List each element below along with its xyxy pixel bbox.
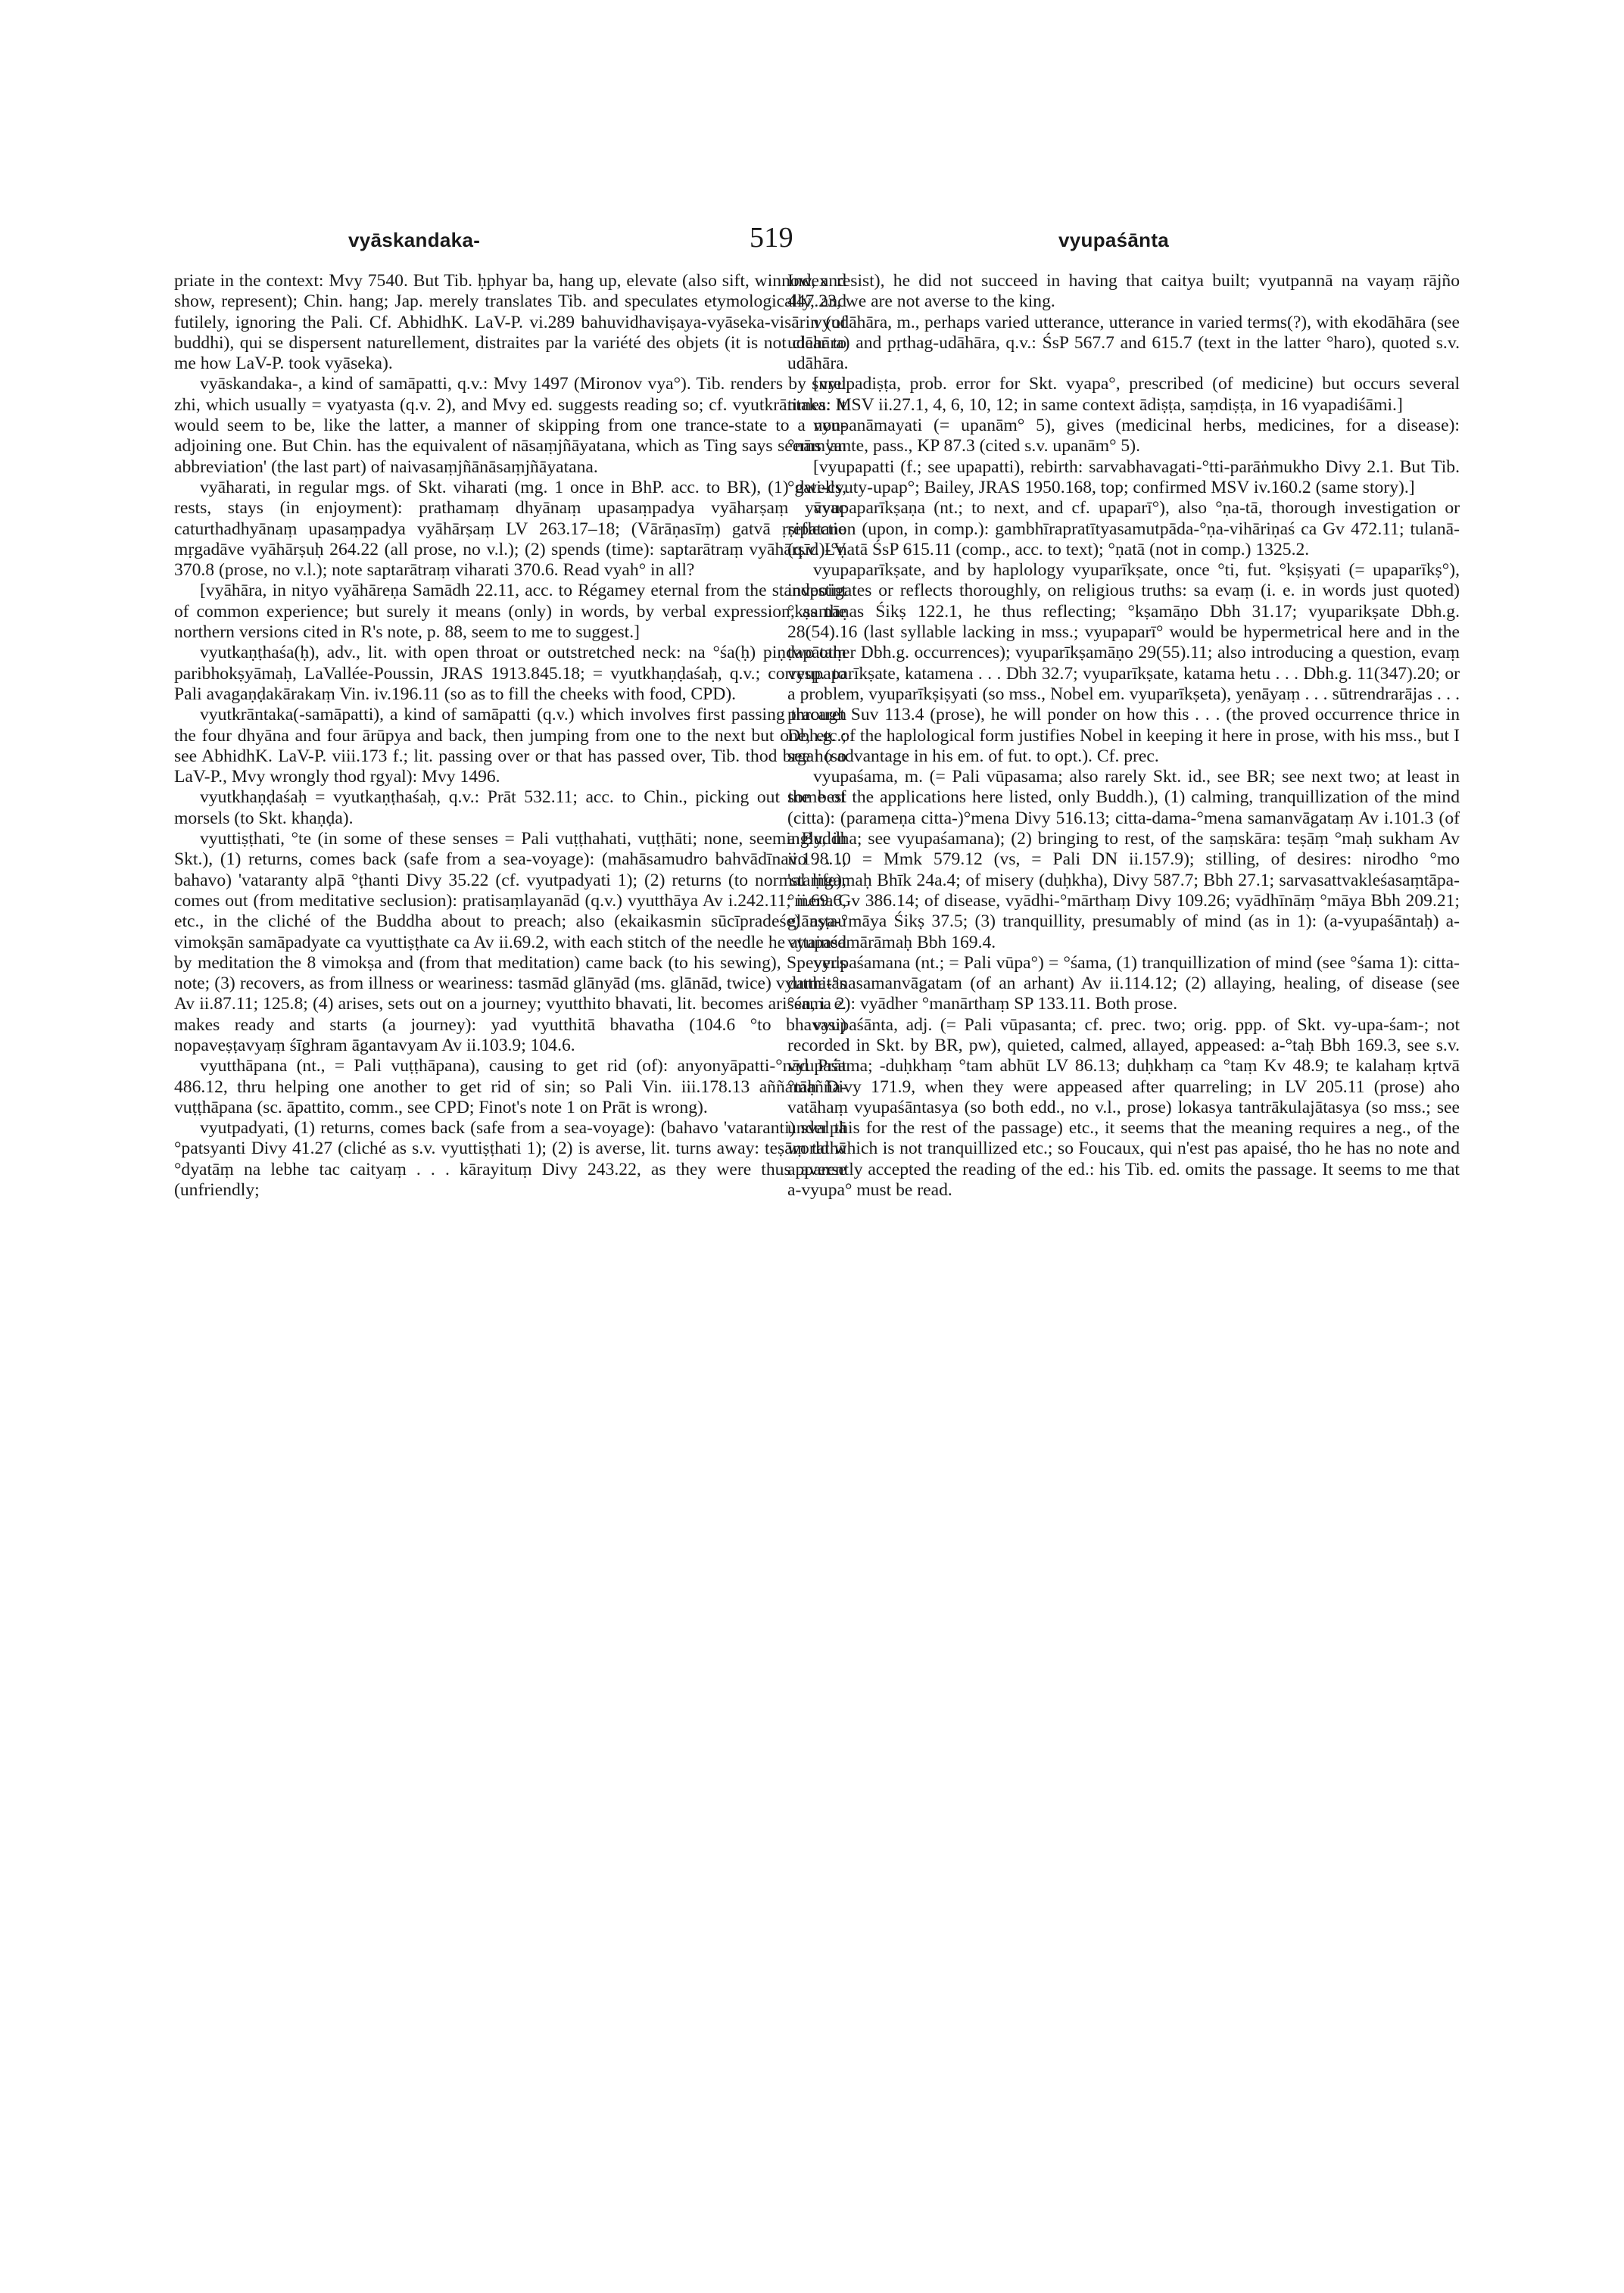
entry: vyutkrāntaka(-samāpatti), a kind of samāpatti (q.v.) which involves first passing through the four dhyāna and four ārūpya and back, then jumping from one to the next but one, etc.; see AbhidhK. LaV-P. viii.173 f.; lit. passing over or that has passed over, Tib. thod brgal (so LaV-P., Mvy wrongly thod rgyal): Mvy 1496.: [174, 705, 846, 787]
right-guide-word: vyupaśānta: [1058, 229, 1170, 251]
entry: vyupaparīkṣate, and by haplology vyuparīkṣate, once °ti, fut. °kṣiṣyati (= upaparīkṣ°), investigates or reflects thoroughly, on religious truths: sa evaṃ (i. e. in words just quoted) °kṣamāṇas Śikṣ 122.1, he thus reflecting; °kṣamāṇo Dbh 31.17; vyuparikṣate Dbh.g. 28(54).16 (last syllable lacking in mss.; vyupaparī° would be hypermetrical here and in the two other Dbh.g. occurrences); vyuparīkṣamāṇo 29(55).11; also introducing a question, evaṃ vyupaparīkṣate, katamena . . . Dbh 32.7; vyuparīkṣate, katama hetu . . . Dbh.g. 11(347).20; or a problem, vyuparīkṣiṣyati (so mss., Nobel em. vyuparīkṣeta), yenāyaṃ . . . sūtrendrarājas . . . pracaret Suv 113.4 (prose), he will ponder on how this . . . (the proved occurrence thrice in Dbh.g. of the haplological form justifies Nobel in keeping it here in prose, with his mss., but I see no advantage in his em. of fut. to opt.). Cf. prec.: [787, 560, 1460, 766]
entry: [vyāhāra, in nityo vyāhāreṇa Samādh 22.11, acc. to Régamey eternal from the standpoint of common experience; but surely it means (only) in words, by verbal expression, as the northern versions cited in R's note, p. 88, seem to me to suggest.]: [174, 581, 846, 643]
entry: vyupaparīkṣaṇa (nt.; to next, and cf. upaparī°), also °ṇa-tā, thorough investigation or reflection (upon, in comp.): gambhīrapratītyasamutpāda-°ṇa-vihāriṇaś ca Gv 472.11; tulanā-(q.v.)-°ṇatā ŚsP 615.11 (comp., acc. to text); °ṇatā (not in comp.) 1325.2.: [787, 498, 1460, 559]
entry: [vyupadiṣṭa, prob. error for Skt. vyapa°, prescribed (of medicine) but occurs several times: MSV ii.27.1, 4, 6, 10, 12; in same context ādiṣṭa, saṃdiṣṭa, in 16 vyapadiśāmi.]: [787, 374, 1460, 415]
entry: Index resist), he did not succeed in having that caitya built; vyutpannā na vayaṃ rājño 447.23, we are not averse to the king.: [787, 271, 1460, 312]
entry: vyāharati, in regular mgs. of Skt. viharati (mg. 1 once in BhP. acc. to BR), (1) dwells, rests, stays (in enjoyment): prathamaṃ dhyānaṃ upasaṃpadya vyāharṣaṃ yāvac caturthadhyānaṃ upasaṃpadya vyāhārṣaṃ LV 263.17–18; (Vārāṇasīṃ) gatvā ṛṣipatane mṛgadāve vyāhārṣuḥ 264.22 (all prose, no v.l.); (2) spends (time): saptarātraṃ vyāhārṣīd LV 370.8 (prose, no v.l.); note saptarātraṃ viharati 370.6. Read vyah° in all?: [174, 477, 846, 581]
entry: vyāskandaka-, a kind of samāpatti, q.v.: Mvy 1497 (Mironov vya°). Tib. renders by snrel zhi, which usually = vyatyasta (q.v. 2), and Mvy ed. suggests reading so; cf. vyutkrāntaka. It would seem to be, like the latter, a manner of skipping from one trance-state to a non-adjoining one. But Chin. has the equivalent of nāsaṃjñāyatana, which as Ting says seems 'an abbreviation' (the last part) of naivasaṃjñānāsaṃjñāyatana.: [174, 374, 846, 477]
entry: priate in the context: Mvy 7540. But Tib. ḥphyar ba, hang up, elevate (also sift, winnow, and show, represent); Chin. hang; Jap. merely translates Tib. and speculates etymologically, and futilely, ignoring the Pali. Cf. AbhidhK. LaV-P. vi.289 bahuvidhaviṣaya-vyāseka-visārin (of buddhi), qui se dispersent naturellement, distraites par la variété des objets (it is not clear to me how LaV-P. took vyāseka).: [174, 271, 846, 374]
right-column: [787, 271, 1460, 1201]
entry: vyutpadyati, (1) returns, comes back (safe from a sea-voyage): (bahavo 'vataranti) svalpā °patsyanti Divy 41.27 (cliché as s.v. vyuttiṣṭhati 1); (2) is averse, lit. turns away: teṣāṃ tathā °dyatāṃ na lebhe tac caityaṃ . . . kārayituṃ Divy 243.22, as they were thus averse (unfriendly;: [174, 1118, 846, 1201]
entry: [vyupapatti (f.; see upapatti), rebirth: sarvabhavagati-°tti-parāṅmukho Divy 2.1. But Tib. °gati-cyuty-upap°; Bailey, JRAS 1950.168, top; confirmed MSV iv.160.2 (same story).]: [787, 456, 1460, 497]
entry: vyutthāpana (nt., = Pali vuṭṭhāpana), causing to get rid (of): anyonyāpatti-°nād Prāt 486.12, thru helping one another to get rid of sin; so Pali Vin. iii.178.13 aññamañña-vuṭṭhāpana (sc. āpattito, comm., see CPD; Finot's note 1 on Prāt is wrong).: [174, 1056, 846, 1117]
entry: vyuttiṣṭhati, °te (in some of these senses = Pali vuṭṭhahati, vuṭṭhāti; none, seemingly, in Skt.), (1) returns, comes back (safe from a sea-voyage): (mahāsamudro bahvādīnavo . . ., bahavo) 'vataranty alpā °ṭhanti Divy 35.22 (cf. vyutpadyati 1); (2) returns (to normal life), comes out (from meditative seclusion): pratisaṃlayanād (q.v.) vyutthāya Av i.242.11; ii.69.6, etc., in the cliché of the Buddha about to preach; also (ekaikasmin sūcīpradeśe) aṣṭau vimokṣān samāpadyate ca vyuttiṣṭhate ca Av ii.69.2, with each stitch of the needle he attained by meditation the 8 vimokṣa and (from that meditation) came back (to his sewing), Speyer's note; (3) recovers, as from illness or weariness: tasmād glānyād (ms. glānād, twice) vyutthitas Av ii.87.11; 125.8; (4) arises, sets out on a journey; vyutthito bhavati, lit. becomes arisen, i. e. makes ready and starts (a journey): yad vyutthitā bhavatha (104.6 °to bhavasi) nopaveṣṭavyaṃ śīghram āgantavyam Av ii.103.9; 104.6.: [174, 829, 846, 1055]
entry: vyupaśamana (nt.; = Pali vūpa°) = °śama, (1) tranquillization of mind (see °śama 1): citta-dama-°nasamanvāgatam (of an arhant) Av ii.114.12; (2) allaying, healing, of disease (see °śama 2): vyādher °manārthaṃ SP 133.11. Both prose.: [787, 952, 1460, 1014]
entry: vyupaśama, m. (= Pali vūpasama; also rarely Skt. id., see BR; see next two; at least in some of the applications here listed, only Buddh.), (1) calming, tranquillization of the mind (citta): (parameṇa citta-)°mena Divy 516.13; citta-dama-°mena samanvāgataṃ Av i.101.3 (of a Buddha; see vyupaśamana); (2) bringing to rest, of the saṃskāra: teṣāṃ °maḥ sukham Av ii.198.10 = Mmk 579.12 (vs, = Pali DN ii.157.9); stilling, of desires: nirodho °mo 'staṃgamaḥ Bhīk 24a.4; of misery (duḥkha), Divy 587.7; Bbh 27.1; sarvasattvakleśasaṃtāpa-°mena Gv 386.14; of disease, vyādhi-°mārthaṃ Divy 109.26; vyādhīnāṃ °māya Bbh 209.21; glānya-°māya Śikṣ 37.5; (3) tranquillity, presumably of mind (as in 1): (a-vyupaśāntaḥ) a-vyupaśamārāmaḥ Bbh 169.4.: [787, 767, 1460, 952]
entry: vyupanāmayati (= upanām° 5), gives (medicinal herbs, medicines, for a disease): °nāmyante, pass., KP 87.3 (cited s.v. upanām° 5).: [787, 416, 1460, 456]
entry: vyupaśānta, adj. (= Pali vūpasanta; cf. prec. two; orig. ppp. of Skt. vy-upa-śam-; not recorded in Skt. by BR, pw), quieted, calmed, allayed, appeased: a-°taḥ Bbh 169.3, see s.v. vyupaśama; -duḥkhaṃ °tam abhūt LV 86.13; duḥkhaṃ ca °taṃ Kv 48.9; te kalahaṃ kṛtvā °tāḥ Divy 171.9, when they were appeased after quarreling; in LV 205.11 (prose) aho vatāhaṃ vyupaśāntasya (so both edd., no v.l., prose) lokasya tantrākulajātasya (so mss.; see under this for the rest of the passage) etc., it seems that the meaning requires a neg., of the world which is not tranquillized etc.; so Foucaux, qui n'est pas apaisé, tho he has no note and apparently accepted the reading of the ed.: his Tib. ed. omits the passage. It seems to me that a-vyupa° must be read.: [787, 1014, 1460, 1201]
page-number: 519: [750, 222, 793, 254]
entry: vyudāhāra, m., perhaps varied utterance, utterance in varied terms(?), with ekodāhāra (see udāhāra) and pṛthag-udāhāra, q.v.: ŚsP 567.7 and 615.7 (text in the latter °haro), quoted s.v. udāhāra.: [787, 312, 1460, 374]
left-guide-word: vyāskandaka-: [348, 229, 481, 251]
entry: vyutkaṇṭhaśa(ḥ), adv., lit. with open throat or outstretched neck: na °śa(ḥ) piṇḍapātaṃ paribhokṣyāmaḥ, LaVallée-Poussin, JRAS 1913.845.18; = vyutkhaṇḍaśaḥ, q.v.; corresp. to Pali avagaṇḍakārakaṃ Vin. iv.196.11 (so as to fill the cheeks with food, CPD).: [174, 643, 846, 704]
left-column: [174, 271, 846, 1201]
entry: vyutkhaṇḍaśaḥ = vyutkaṇṭhaśaḥ, q.v.: Prāt 532.11; acc. to Chin., picking out the best morsels (to Skt. khaṇḍa).: [174, 787, 846, 828]
